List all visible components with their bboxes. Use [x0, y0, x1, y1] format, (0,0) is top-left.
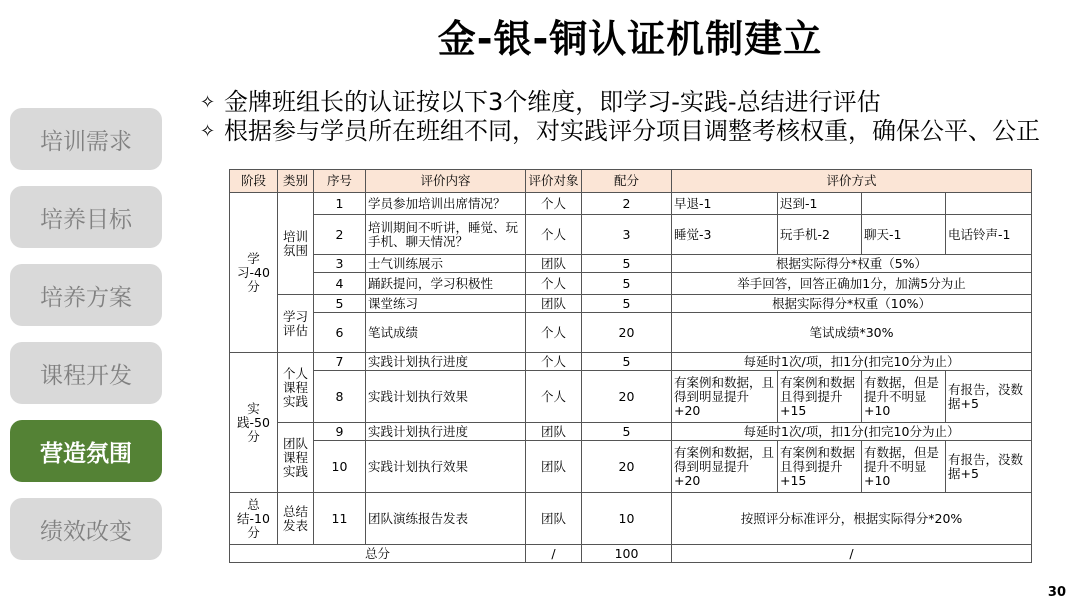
cell-content: 实践计划执行进度 [366, 423, 526, 441]
cell-method: 笔试成绩*30% [672, 313, 1032, 353]
nav-item-create-atmosphere[interactable]: 营造氛围 [10, 420, 162, 482]
cell-score: 20 [582, 441, 672, 493]
table-row [230, 353, 1032, 371]
cell-method-1: 睡觉-3 [672, 215, 778, 255]
cell-target: 团队 [526, 423, 582, 441]
cell-method-4 [946, 193, 1032, 215]
table-row [230, 371, 1032, 423]
cell-no: 7 [314, 353, 366, 371]
cell-method-2: 迟到-1 [778, 193, 862, 215]
stage-practice: 实践-50分 [230, 353, 278, 493]
cell-method: 举手回答，回答正确加1分，加满5分为止 [672, 273, 1032, 295]
diamond-outline-icon: ✧ [200, 121, 216, 142]
cell-no: 2 [314, 215, 366, 255]
bullet-text: 金牌班组长的认证按以下3个维度，即学习-实践-总结进行评估 [224, 88, 881, 116]
slide-title: 金-银-铜认证机制建立 [437, 17, 823, 61]
cell-score: 20 [582, 371, 672, 423]
cell-method: 根据实际得分*权重（5%） [672, 255, 1032, 273]
evaluation-table-wrap [229, 169, 1031, 581]
header-content: 评价内容 [366, 170, 526, 193]
cell-method-1: 有案例和数据，且得到明显提升+20 [672, 441, 778, 493]
stage-summary: 总结-10分 [230, 493, 278, 545]
cell-target: 团队 [526, 493, 582, 545]
cell-method-1: 早退-1 [672, 193, 778, 215]
header-stage: 阶段 [230, 170, 278, 193]
cell-no: 4 [314, 273, 366, 295]
cell-no: 1 [314, 193, 366, 215]
cell-no: 6 [314, 313, 366, 353]
bullet-text: 根据参与学员所在班组不同，对实践评分项目调整考核权重，确保公平、公正 [224, 117, 1040, 145]
cell-content: 课堂练习 [366, 295, 526, 313]
cell-no: 5 [314, 295, 366, 313]
diamond-outline-icon: ✧ [200, 92, 216, 113]
cell-content: 实践计划执行效果 [366, 371, 526, 423]
cell-target: 团队 [526, 295, 582, 313]
cell-score: 3 [582, 215, 672, 255]
table-row [230, 215, 1032, 255]
table-row [230, 441, 1032, 493]
cell-score: 10 [582, 493, 672, 545]
bullet-item [200, 88, 1070, 117]
table-row [230, 193, 1032, 215]
cell-score: 5 [582, 273, 672, 295]
cell-content: 踊跃提问，学习积极性 [366, 273, 526, 295]
cell-target: 个人 [526, 193, 582, 215]
cell-method-4: 有报告，没数据+5 [946, 371, 1032, 423]
cell-score: 20 [582, 313, 672, 353]
cell-target: 个人 [526, 215, 582, 255]
header-target: 评价对象 [526, 170, 582, 193]
cell-content: 实践计划执行效果 [366, 441, 526, 493]
bullet-item [200, 117, 1070, 146]
cell-method: 按照评分标准评分，根据实际得分*20% [672, 493, 1032, 545]
cell-no: 8 [314, 371, 366, 423]
cell-no: 9 [314, 423, 366, 441]
page-number: 30 [1047, 585, 1066, 600]
table-row [230, 493, 1032, 545]
header-no: 序号 [314, 170, 366, 193]
cell-target: 团队 [526, 255, 582, 273]
sidebar-nav [10, 108, 162, 576]
cell-target: 个人 [526, 353, 582, 371]
cell-method-4: 有报告，没数据+5 [946, 441, 1032, 493]
cell-method-3: 有数据，但是提升不明显+10 [862, 371, 946, 423]
category-eval: 学习评估 [278, 295, 314, 353]
cell-content: 士气训练展示 [366, 255, 526, 273]
total-target: / [526, 545, 582, 563]
nav-item-training-plan[interactable]: 培养方案 [10, 264, 162, 326]
cell-target: 团队 [526, 441, 582, 493]
total-method: / [672, 545, 1032, 563]
cell-content: 笔试成绩 [366, 313, 526, 353]
cell-score: 5 [582, 423, 672, 441]
table-row [230, 273, 1032, 295]
header-score: 配分 [582, 170, 672, 193]
cell-no: 11 [314, 493, 366, 545]
cell-score: 5 [582, 255, 672, 273]
table-row [230, 255, 1032, 273]
category-team: 团队课程实践 [278, 423, 314, 493]
cell-no: 3 [314, 255, 366, 273]
header-method: 评价方式 [672, 170, 1032, 193]
cell-target: 个人 [526, 273, 582, 295]
table-row [230, 295, 1032, 313]
cell-content: 团队演练报告发表 [366, 493, 526, 545]
table-header-row [230, 170, 1032, 193]
cell-content: 实践计划执行进度 [366, 353, 526, 371]
nav-item-training-goals[interactable]: 培养目标 [10, 186, 162, 248]
category-summary: 总结发表 [278, 493, 314, 545]
cell-method-2: 玩手机-2 [778, 215, 862, 255]
cell-target: 个人 [526, 371, 582, 423]
cell-method-1: 有案例和数据，且得到明显提升+20 [672, 371, 778, 423]
cell-method-4: 电话铃声-1 [946, 215, 1032, 255]
total-label: 总分 [230, 545, 526, 563]
cell-method-2: 有案例和数据且得到提升+15 [778, 441, 862, 493]
cell-method: 根据实际得分*权重（10%） [672, 295, 1032, 313]
table-row [230, 313, 1032, 353]
category-personal: 个人课程实践 [278, 353, 314, 423]
nav-item-course-development[interactable]: 课程开发 [10, 342, 162, 404]
cell-score: 5 [582, 353, 672, 371]
cell-no: 10 [314, 441, 366, 493]
cell-method-3: 有数据，但是提升不明显+10 [862, 441, 946, 493]
table-row [230, 423, 1032, 441]
table-total-row [230, 545, 1032, 563]
cell-score: 2 [582, 193, 672, 215]
category-atmosphere: 培训氛围 [278, 193, 314, 295]
nav-item-performance-change[interactable]: 绩效改变 [10, 498, 162, 560]
cell-method-3 [862, 193, 946, 215]
cell-method-2: 有案例和数据且得到提升+15 [778, 371, 862, 423]
stage-study: 学习-40分 [230, 193, 278, 353]
evaluation-table [229, 169, 1032, 563]
nav-item-training-needs[interactable]: 培训需求 [10, 108, 162, 170]
cell-content: 培训期间不听讲，睡觉、玩手机、聊天情况？ [366, 215, 526, 255]
cell-target: 个人 [526, 313, 582, 353]
cell-method: 每延时1次/项，扣1分(扣完10分为止） [672, 423, 1032, 441]
header-category: 类别 [278, 170, 314, 193]
cell-content: 学员参加培训出席情况？ [366, 193, 526, 215]
total-score: 100 [582, 545, 672, 563]
cell-method: 每延时1次/项，扣1分(扣完10分为止） [672, 353, 1032, 371]
bullet-list [200, 88, 1070, 146]
cell-method-3: 聊天-1 [862, 215, 946, 255]
cell-score: 5 [582, 295, 672, 313]
